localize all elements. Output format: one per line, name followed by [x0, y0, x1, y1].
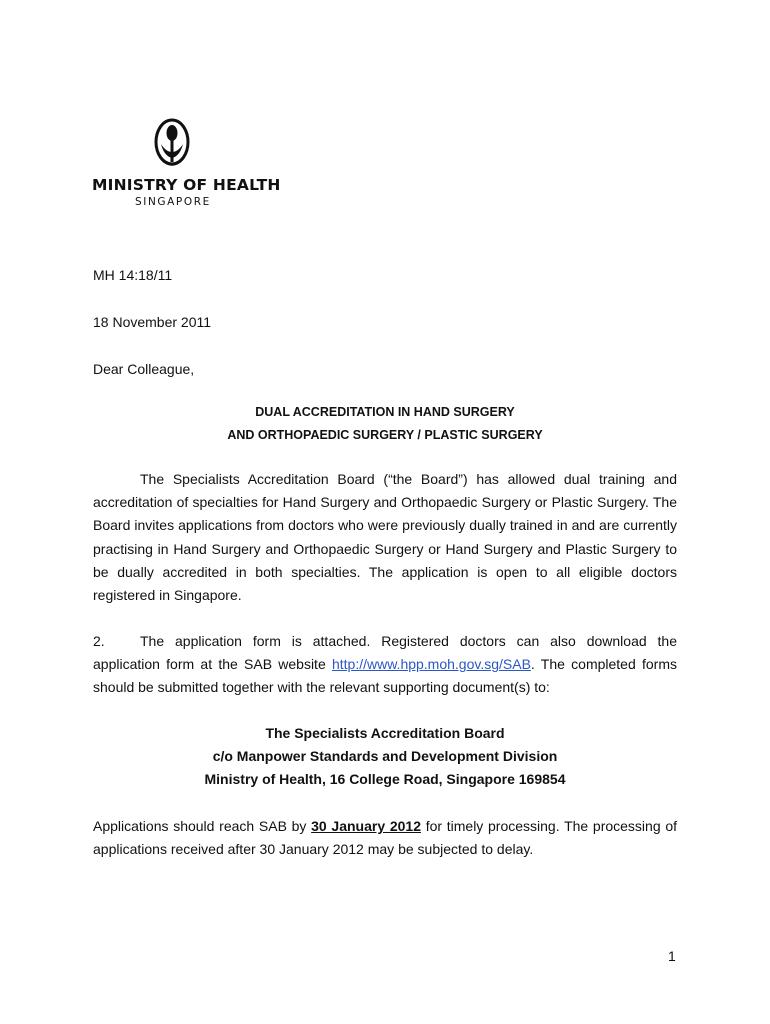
- organization-name: MINISTRY OF HEALTH: [92, 176, 281, 194]
- salutation: Dear Colleague,: [93, 361, 195, 377]
- subject-line-2: AND ORTHOPAEDIC SURGERY / PLASTIC SURGERY: [227, 428, 543, 442]
- paragraph-3-text-a: Applications should reach SAB by: [93, 818, 312, 834]
- letter-date: 18 November 2011: [93, 314, 212, 330]
- subject-line-1: DUAL ACCREDITATION IN HAND SURGERY: [255, 405, 515, 419]
- address-line-2: c/o Manpower Standards and Development Division: [212, 748, 558, 764]
- address-line-1: The Specialists Accreditation Board: [265, 725, 505, 741]
- sab-website-link[interactable]: http://www.hpp.moh.gov.sg/SAB: [331, 656, 531, 673]
- paragraph-2-number: 2.: [93, 633, 105, 649]
- deadline-date: 30 January 2012: [311, 818, 421, 834]
- paragraph-3: [93, 815, 677, 861]
- paragraph-2-text-b: . The completed forms should be submitted together with the relevant supporting document(s) to:: [93, 656, 677, 696]
- paragraph-2: [93, 630, 677, 700]
- paragraph-3-text-b: for timely processing. The processing of applications received after 30 January 2012 may be subjected to delay.: [93, 818, 678, 858]
- paragraph-1-text: The Specialists Accreditation Board (“the Board”) has allowed dual training and accreditation of specialties for Hand Surgery and Orthopaedic Surgery or Plastic Surgery. The Board invites applications from doctors who were previously dually trained in and are currently practising in Hand Surgery and Orthopaedic Surgery or Hand Surgery and Plastic Surgery to be dually accredited in both specialties. The application is open to all eligible doctors registered in Singapore.: [93, 471, 677, 604]
- page-number: 1: [668, 948, 676, 964]
- moh-emblem-icon: [152, 118, 192, 174]
- organization-country: SINGAPORE: [135, 196, 211, 208]
- reference-number: MH 14:18/11: [93, 267, 173, 283]
- paragraph-1: [93, 468, 677, 607]
- paragraph-2-text-a: The application form is attached. Registered doctors can also download the application form at the SAB website: [93, 633, 677, 673]
- address-line-3: Ministry of Health, 16 College Road, Singapore 169854: [204, 771, 566, 787]
